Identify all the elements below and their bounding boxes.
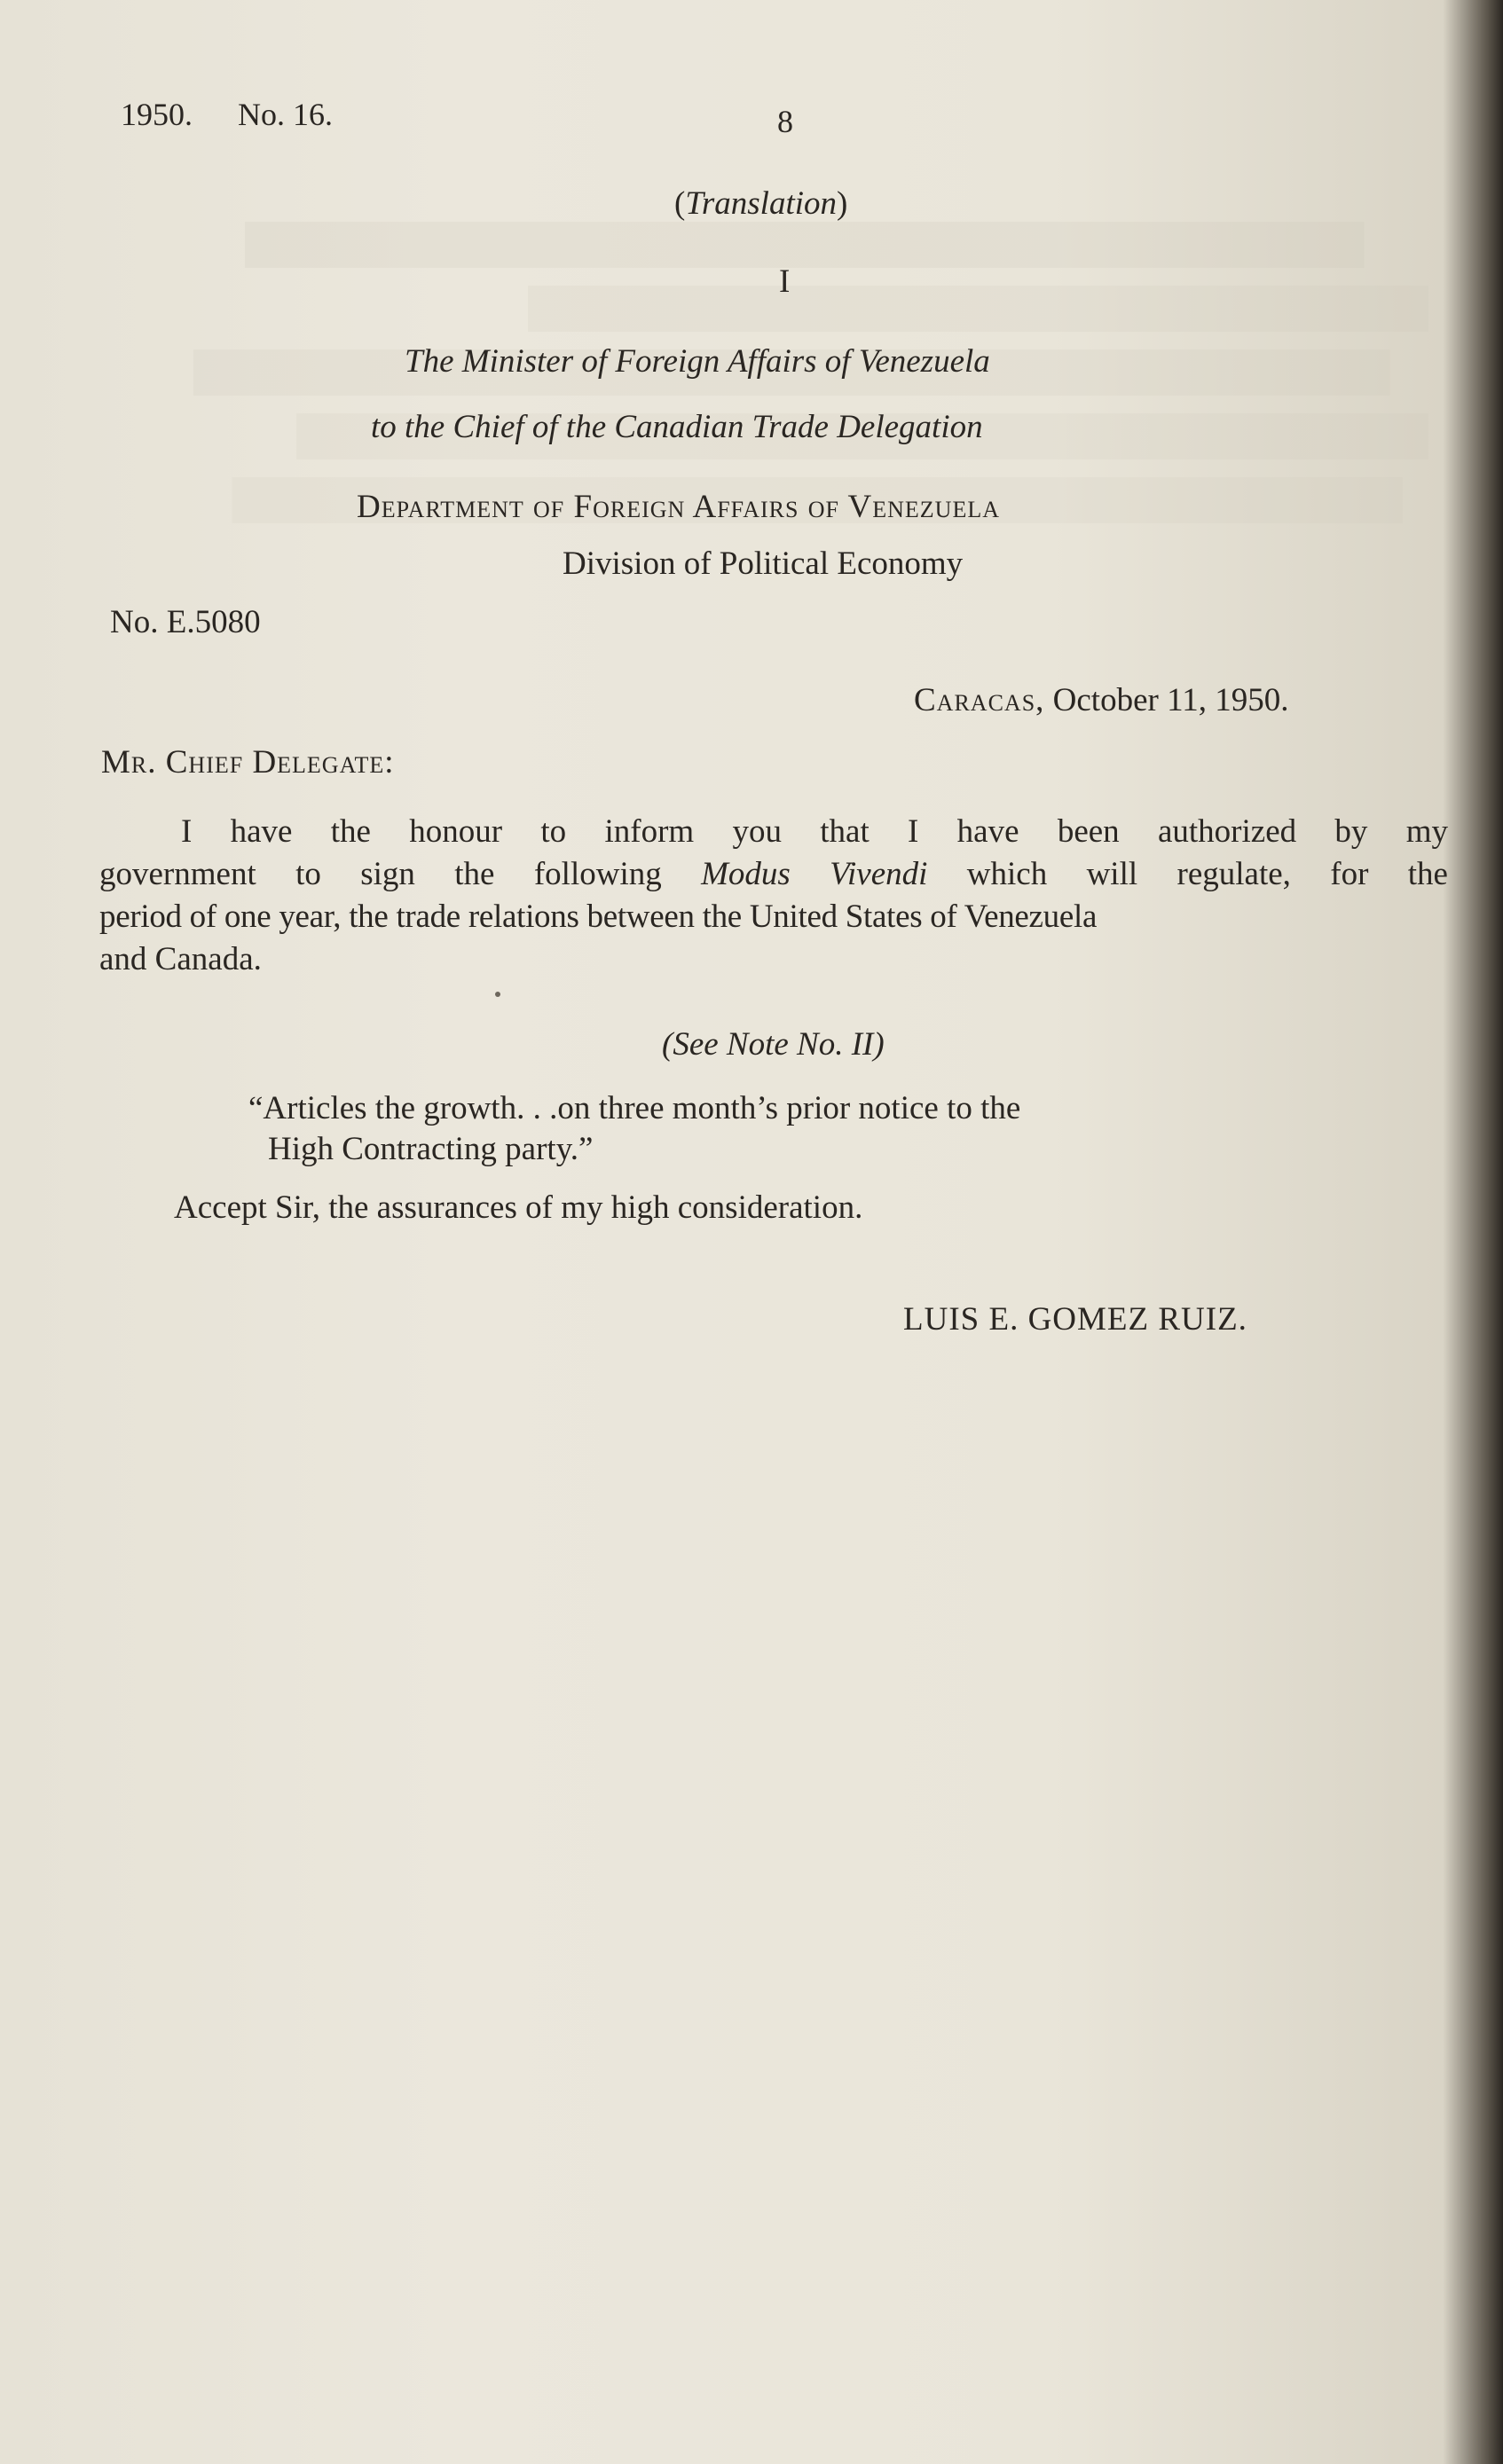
salutation: Mr. Chief Delegate:	[101, 744, 395, 781]
stray-mark	[495, 992, 500, 997]
closing: Accept Sir, the assurances of my high consideration.	[174, 1189, 863, 1226]
body-line-2	[99, 853, 1448, 896]
date: October 11, 1950.	[1052, 682, 1289, 718]
modus-vivendi: Modus Vivendi	[701, 856, 928, 892]
see-note-numeral: II	[851, 1026, 874, 1063]
body-line-3: period of one year, the trade relations between the United States of Venezuela	[99, 898, 1098, 935]
body-paragraph	[99, 811, 1448, 981]
quote-line-2: High Contracting party.”	[268, 1131, 594, 1167]
translation-label-text: Translation	[685, 185, 838, 222]
quote-line-1: “Articles the growth. . .on three month’s prior notice to the	[248, 1090, 1021, 1126]
signature: LUIS E. GOMEZ RUIZ.	[903, 1301, 1247, 1338]
page-number: 8	[777, 104, 793, 139]
division-name: Division of Political Economy	[563, 545, 964, 582]
body-line-2-post: which will regulate, for the	[927, 856, 1448, 892]
body-line-4: and Canada.	[99, 941, 262, 977]
title-line-2: to the Chief of the Canadian Trade Delegation	[371, 409, 983, 445]
see-note-prefix: See Note No.	[673, 1026, 852, 1063]
title-line-1: The Minister of Foreign Affairs of Venezuela	[405, 343, 990, 380]
header-year: 1950.	[121, 97, 193, 132]
reference-number: No. E.5080	[110, 604, 261, 640]
place: Caracas,	[914, 682, 1045, 718]
section-numeral: I	[779, 263, 791, 300]
header-number: No. 16.	[238, 97, 333, 132]
place-date	[914, 681, 1288, 719]
translation-label: (Translation)	[674, 185, 848, 222]
see-note: (See Note No. II)	[662, 1026, 885, 1063]
department-name: Department of Foreign Affairs of Venezuela	[357, 489, 1000, 525]
body-line-1: I have the honour to inform you that I have been authorized by my	[181, 813, 1448, 850]
body-line-2-pre: government to sign the following	[99, 856, 702, 892]
